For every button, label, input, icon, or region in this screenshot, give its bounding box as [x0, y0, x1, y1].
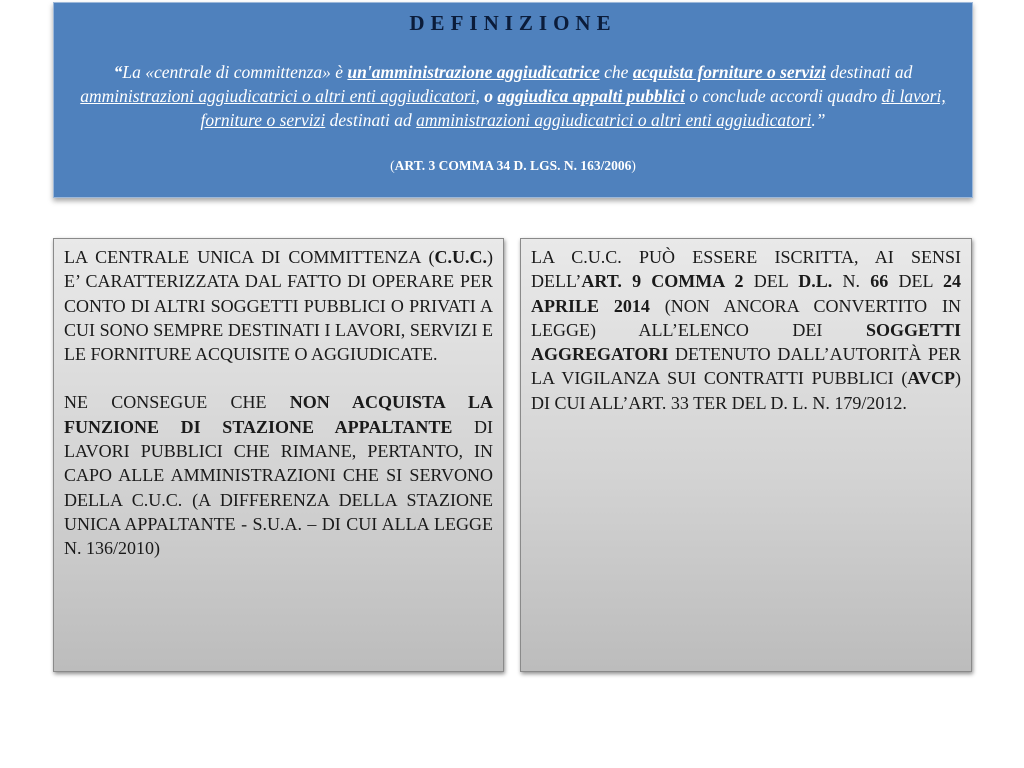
left-text-box: [53, 238, 504, 672]
definition-quote: [64, 60, 962, 132]
ref-open-paren: (: [390, 158, 395, 173]
left-p1-text-1: LA CENTRALE UNICA DI COMMITTENZA (: [64, 247, 435, 267]
right-text-2: DEL: [743, 271, 799, 292]
ref-text: ART. 3 COMMA 34 D. LGS. N. 163/2006: [394, 158, 632, 173]
quote-term-lavori: di lavori, forniture o servizi: [200, 86, 946, 130]
left-p2-bold-funzione: NON ACQUISTA LA FUNZIONE DI STAZIONE APPALTANTE: [64, 392, 494, 437]
ref-close-paren: ): [631, 158, 636, 173]
quote-term-destinatari: amministrazioni aggiudicatrici o altri enti aggiudicatori: [80, 86, 476, 106]
quote-text-6: o conclude accordi quadro: [685, 86, 882, 106]
quote-term-amministrazione: un'amministrazione aggiudicatrice: [347, 62, 600, 82]
quote-text-4: ,: [475, 86, 485, 106]
left-p2-text-1: NE CONSEGUE CHE: [64, 392, 290, 413]
left-paragraph-2: [64, 390, 493, 560]
quote-text-3: destinati ad: [825, 62, 913, 82]
quote-term-aggiudica: aggiudica appalti pubblici: [497, 86, 686, 106]
right-bold-66: 66: [870, 271, 889, 292]
right-bold-date: 24 APRILE 2014: [531, 271, 961, 316]
definition-banner: [53, 2, 973, 198]
left-p1-text-2: ) E’ CARATTERIZZATA DAL FATTO DI OPERARE PER CONTO DI ALTRI SOGGETTI PUBBLICI O PRIVATI A CUI SONO SEMPRE DESTINATI I LAVORI, SERVIZI E LE FORNITURE ACQUISITE O AGGIUDICATE.: [64, 247, 493, 365]
right-text-3: N.: [832, 271, 871, 292]
quote-text-2: che: [599, 62, 633, 82]
right-paragraph: [531, 245, 961, 415]
left-p2-text-2: DI LAVORI PUBBLICI CHE RIMANE, PERTANTO, IN CAPO ALLE AMMINISTRAZIONI CHE SI SERVONO DELLA C.U.C. (A DIFFERENZA DELLA STAZIONE UNICA APPALTANTE - S.U.A. – DI CUI ALLA LEGGE N. 136/2010): [64, 416, 494, 559]
quote-term-destinatari-2: amministrazioni aggiudicatrici o altri enti aggiudicatori: [416, 110, 812, 130]
quote-open-mark: “: [113, 62, 123, 82]
quote-bold-o: o: [484, 86, 493, 106]
quote-term-acquista: acquista forniture o servizi: [632, 62, 826, 82]
right-text-6: DETENUTO DALL’AUTORITÀ PER LA VIGILANZA SUI CONTRATTI PUBBLICI (: [531, 344, 961, 389]
left-paragraph-1: [64, 245, 493, 366]
banner-title: DEFINIZIONE: [409, 11, 617, 35]
quote-text-7: destinati ad: [325, 110, 417, 130]
left-p1-bold-cuc: C.U.C.: [434, 247, 487, 267]
quote-close: .”: [811, 110, 826, 130]
right-bold-avcp: AVCP: [907, 368, 955, 389]
right-bold-art: ART. 9 COMMA 2: [581, 271, 744, 292]
legal-reference: [64, 158, 962, 174]
right-text-5: (NON ANCORA CONVERTITO IN LEGGE) ALL’ELENCO DEI: [531, 295, 961, 340]
right-text-4: DEL: [888, 271, 943, 292]
right-text-1: LA C.U.C. PUÒ ESSERE ISCRITTA, AI SENSI DELL’: [531, 247, 961, 292]
quote-text-1: La «centrale di committenza» è: [122, 62, 348, 82]
right-bold-dl: D.L.: [798, 271, 833, 292]
right-bold-aggregatori: SOGGETTI AGGREGATORI: [531, 319, 961, 365]
right-text-7: ) DI CUI ALL’ART. 33 TER DEL D. L. N. 179/2012.: [531, 368, 961, 413]
right-text-box: [520, 238, 972, 672]
